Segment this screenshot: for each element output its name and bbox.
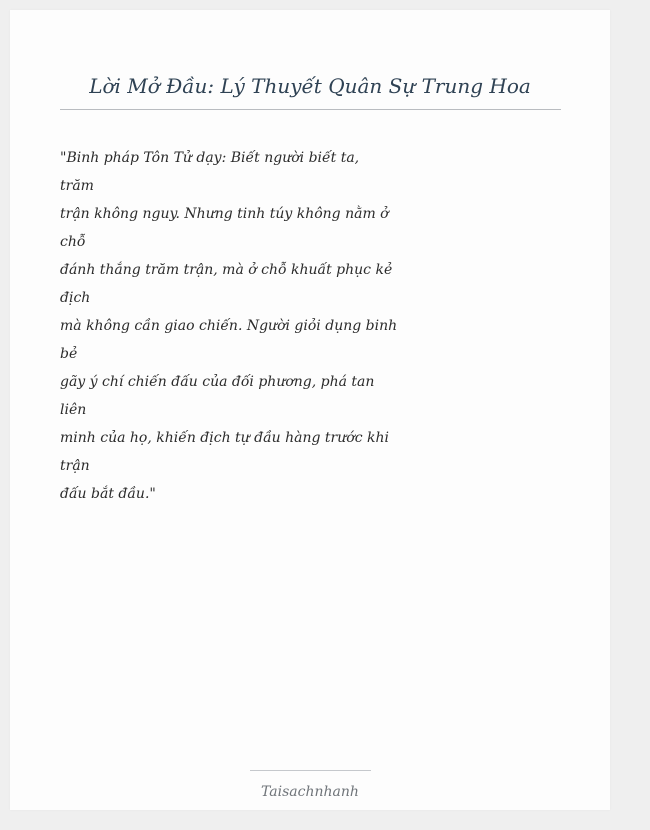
body-line: bẻ bbox=[60, 346, 78, 362]
body-line: đánh thắng trăm trận, mà ở chỗ khuất phục kẻ bbox=[60, 262, 393, 278]
document-page bbox=[10, 10, 610, 810]
body-line: liên bbox=[60, 402, 87, 418]
footer-divider bbox=[250, 770, 371, 771]
body-line: trăm bbox=[60, 178, 94, 194]
body-line: trận không nguy. Nhưng tinh túy không nằm ở bbox=[60, 206, 389, 222]
title-divider bbox=[60, 109, 561, 110]
body-paragraph bbox=[60, 144, 398, 508]
body-line: mà không cần giao chiến. Người giỏi dụng binh bbox=[60, 318, 398, 334]
body-line: "Binh pháp Tôn Tử dạy: Biết người biết ta, bbox=[60, 150, 360, 166]
page-title: Lời Mở Đầu: Lý Thuyết Quân Sự Trung Hoa bbox=[89, 74, 531, 98]
body-line: gãy ý chí chiến đấu của đối phương, phá tan bbox=[60, 374, 375, 390]
body-line: chỗ bbox=[60, 234, 86, 250]
body-line: địch bbox=[60, 290, 91, 306]
body-line: trận bbox=[60, 458, 90, 474]
footer-brand: Taisachnhanh bbox=[261, 784, 359, 800]
body-line: đấu bắt đầu." bbox=[60, 486, 156, 502]
body-line: minh của họ, khiến địch tự đầu hàng trước khi bbox=[60, 430, 389, 446]
